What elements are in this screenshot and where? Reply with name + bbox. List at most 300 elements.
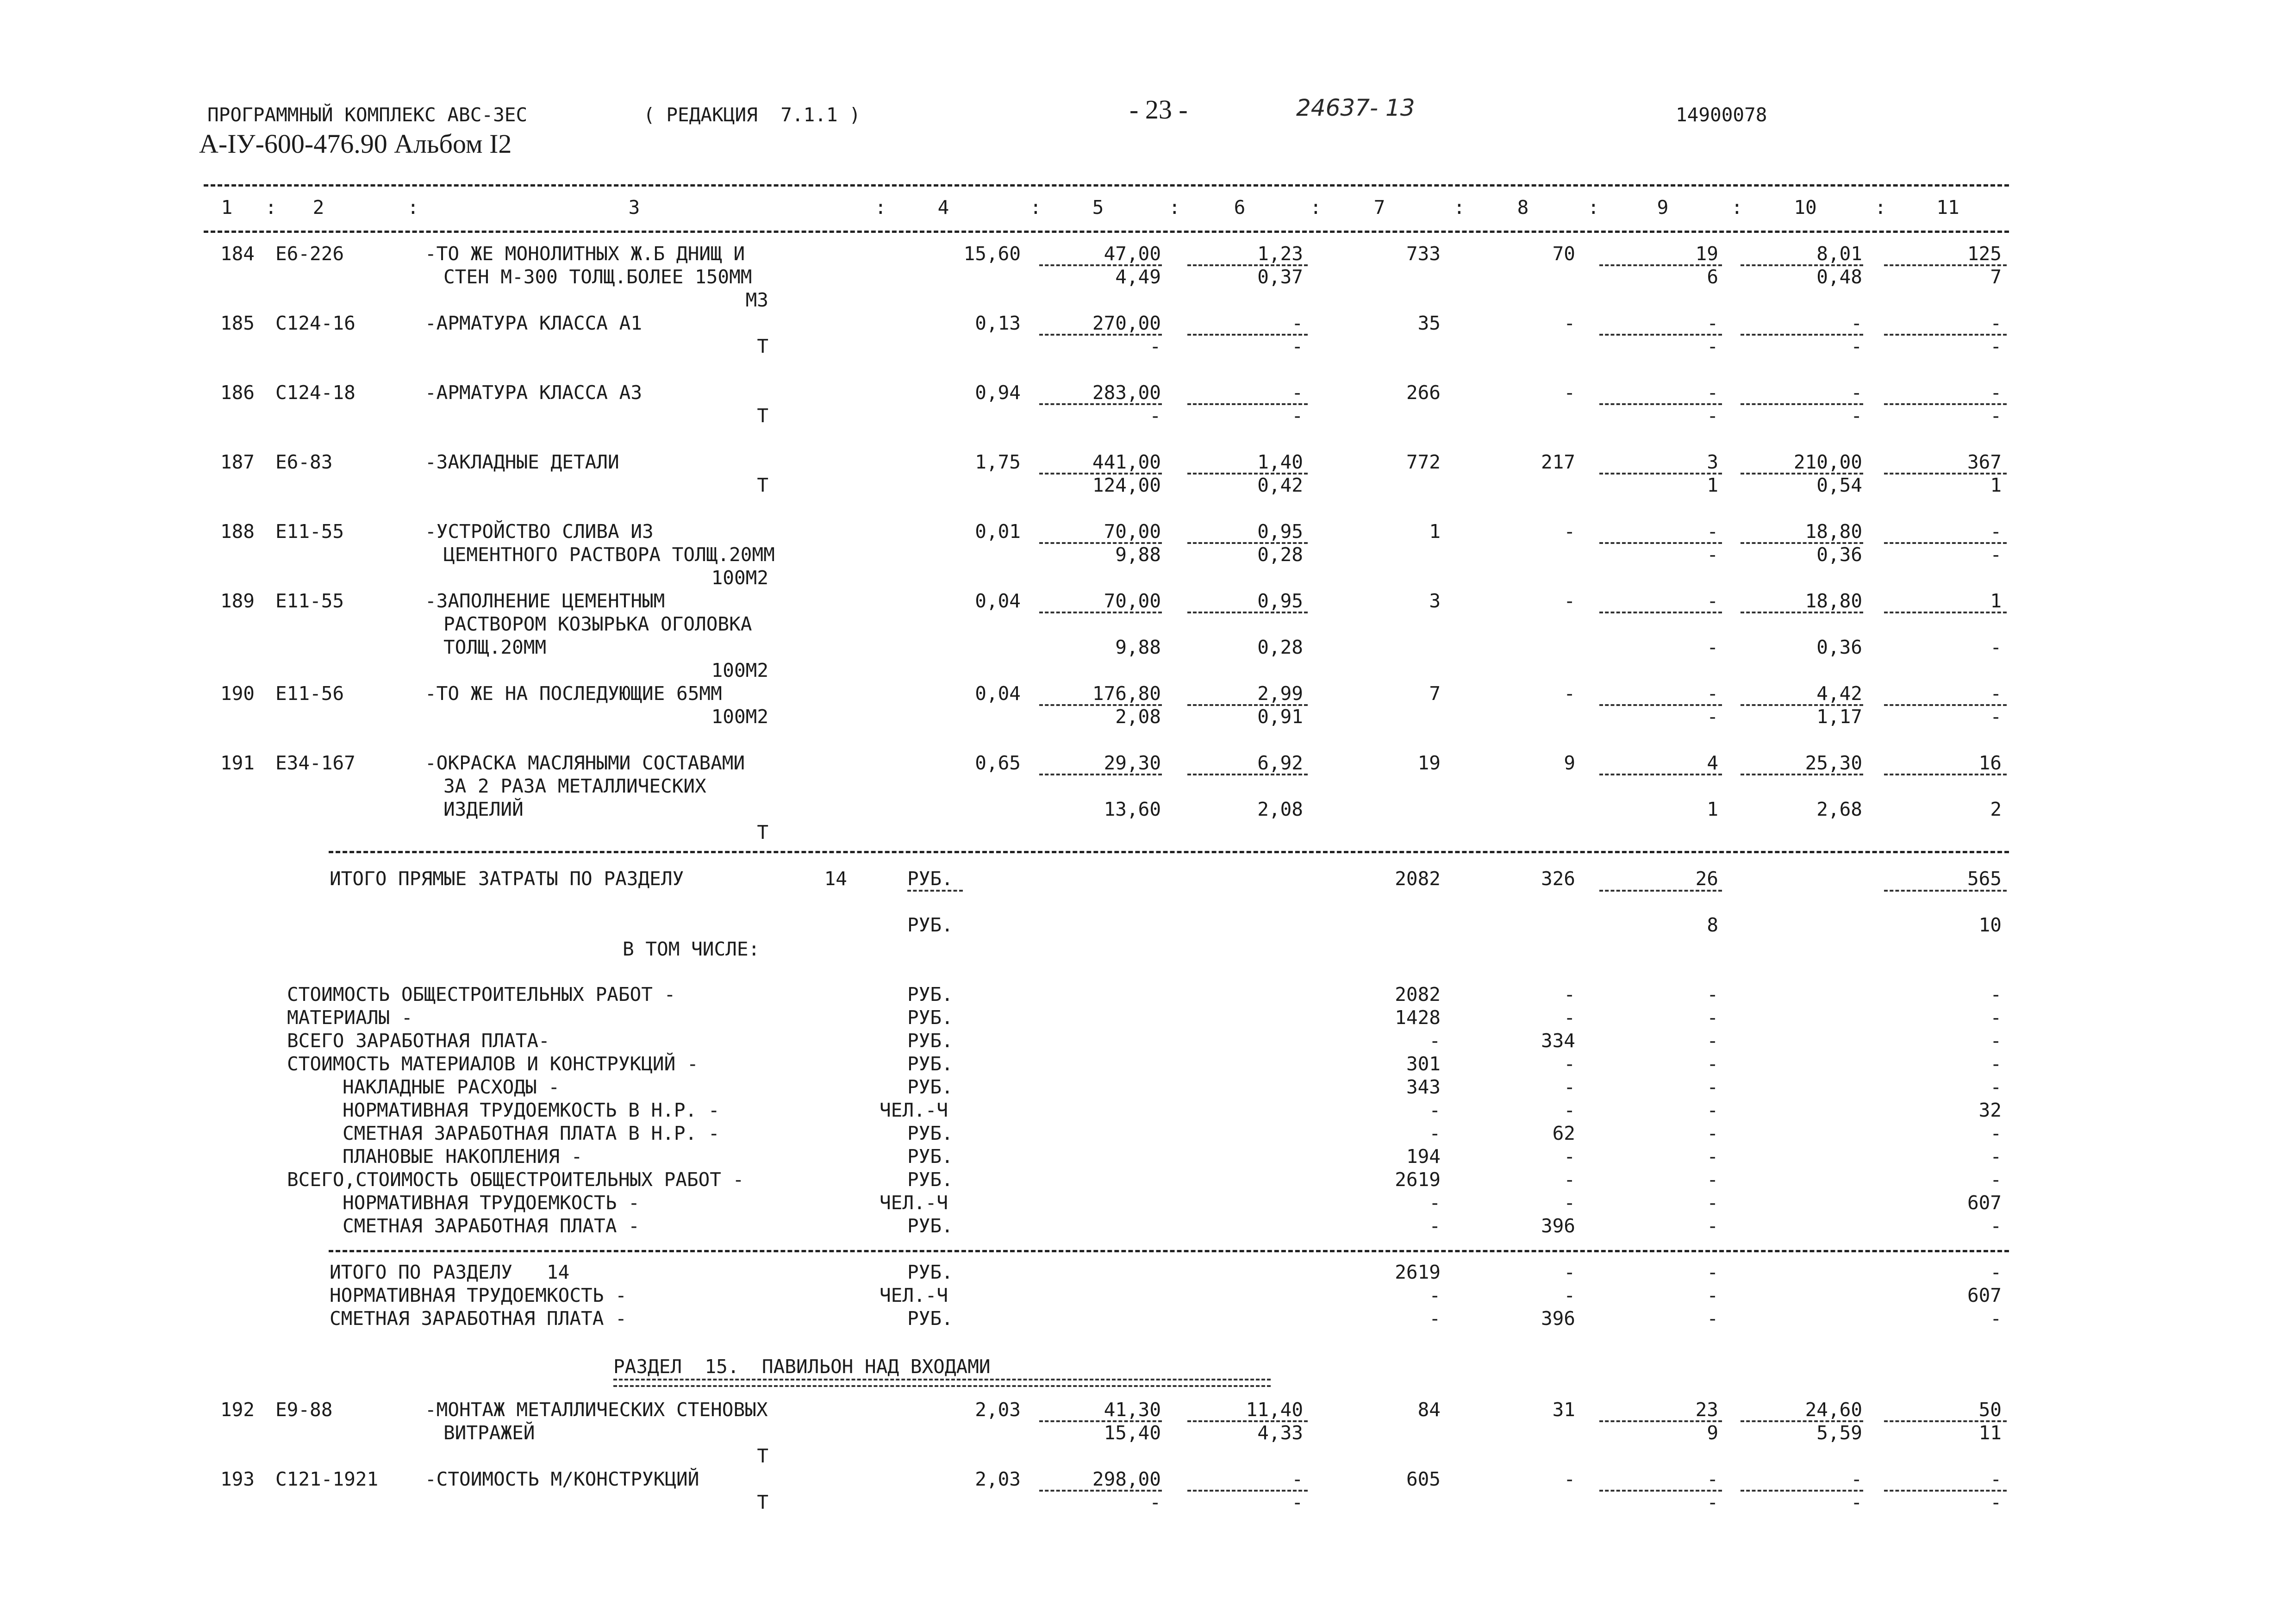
value-c5: 41,30 bbox=[1104, 1399, 1161, 1421]
value-c11: - bbox=[1990, 520, 2002, 543]
section-total-c11: 607 bbox=[1967, 1284, 2002, 1306]
secondary-c10: 1,17 bbox=[1816, 706, 1862, 728]
unit-of-measure: 100М2 bbox=[711, 659, 768, 681]
secondary-c10: - bbox=[1851, 1491, 1862, 1513]
summary-c7: 194 bbox=[1406, 1145, 1441, 1168]
summary-c11: - bbox=[1990, 1215, 2002, 1237]
row-number: 185 bbox=[220, 312, 255, 334]
secondary-c11: - bbox=[1990, 706, 2002, 728]
summary-c8: 396 bbox=[1541, 1215, 1575, 1237]
value-c7: 605 bbox=[1406, 1468, 1441, 1490]
value-c7: 3 bbox=[1429, 590, 1441, 612]
summary-c7: 1428 bbox=[1395, 1006, 1441, 1029]
row-divider bbox=[1884, 264, 2007, 266]
secondary-c11: - bbox=[1990, 335, 2002, 357]
header-rule-bottom bbox=[204, 231, 2009, 233]
secondary-c9: - bbox=[1707, 706, 1718, 728]
section-total-c11: - bbox=[1990, 1307, 2002, 1330]
summary-unit: РУБ. bbox=[907, 1053, 953, 1075]
value-c6: - bbox=[1292, 1468, 1303, 1490]
value-c11: - bbox=[1990, 1468, 2002, 1490]
value-c10: 18,80 bbox=[1805, 590, 1862, 612]
column-separator: : bbox=[1169, 196, 1180, 219]
section-total-c7: - bbox=[1429, 1307, 1441, 1330]
value-c9: 19 bbox=[1695, 243, 1718, 265]
quantity: 0,04 bbox=[975, 590, 1021, 612]
summary-unit: РУБ. bbox=[907, 1215, 953, 1237]
row-divider bbox=[1599, 264, 1722, 266]
summary-label: СМЕТНАЯ ЗАРАБОТНАЯ ПЛАТА В Н.Р. - bbox=[343, 1122, 720, 1144]
secondary-c6: 0,28 bbox=[1257, 543, 1303, 566]
secondary-c6: - bbox=[1292, 405, 1303, 427]
total-c9: 26 bbox=[1695, 868, 1718, 890]
row-number: 193 bbox=[220, 1468, 255, 1490]
row-divider bbox=[1884, 612, 2007, 613]
summary-unit: РУБ. bbox=[907, 1145, 953, 1168]
summary-unit: ЧЕЛ.-Ч bbox=[880, 1192, 948, 1214]
secondary-c9: 6 bbox=[1707, 266, 1718, 288]
row-divider bbox=[1741, 1490, 1863, 1492]
quantity: 0,65 bbox=[975, 752, 1021, 774]
row-number: 189 bbox=[220, 590, 255, 612]
value-c7: 84 bbox=[1417, 1399, 1441, 1421]
secondary-c10: - bbox=[1851, 405, 1862, 427]
summary-c9: - bbox=[1707, 1122, 1718, 1144]
summary-c11: 32 bbox=[1978, 1099, 2002, 1121]
value-c10: 25,30 bbox=[1805, 752, 1862, 774]
summary-unit: РУБ. bbox=[907, 1168, 953, 1191]
value-c8: - bbox=[1564, 590, 1575, 612]
summary-c9: - bbox=[1707, 1076, 1718, 1098]
secondary-c11: 1 bbox=[1990, 474, 2002, 496]
value-c8: 9 bbox=[1564, 752, 1575, 774]
quantity: 0,04 bbox=[975, 682, 1021, 705]
including-heading: В ТОМ ЧИСЛЕ: bbox=[623, 938, 760, 960]
column-header: 8 bbox=[1517, 196, 1529, 219]
column-header: 11 bbox=[1936, 196, 1959, 219]
value-c9: - bbox=[1707, 520, 1718, 543]
row-number: 187 bbox=[220, 451, 255, 473]
secondary-c6: 4,33 bbox=[1257, 1422, 1303, 1444]
value-c9: 23 bbox=[1695, 1399, 1718, 1421]
value-c6: 1,40 bbox=[1257, 451, 1303, 473]
column-header: 3 bbox=[628, 196, 640, 219]
column-header: 4 bbox=[937, 196, 949, 219]
value-c11: 16 bbox=[1978, 752, 2002, 774]
summary-c8: - bbox=[1564, 983, 1575, 1006]
column-header: 10 bbox=[1794, 196, 1817, 219]
row-number: 191 bbox=[220, 752, 255, 774]
norm-code: Е11-56 bbox=[275, 682, 344, 705]
unit-of-measure: Т bbox=[757, 474, 768, 496]
value-c11: - bbox=[1990, 312, 2002, 334]
value-c8: - bbox=[1564, 520, 1575, 543]
program-name: ПРОГРАММНЫЙ КОМПЛЕКС АВС-3ЕС bbox=[207, 104, 528, 126]
value-c8: - bbox=[1564, 1468, 1575, 1490]
column-header: 7 bbox=[1373, 196, 1385, 219]
summary-label: СТОИМОСТЬ МАТЕРИАЛОВ И КОНСТРУКЦИЙ - bbox=[287, 1053, 699, 1075]
norm-code: Е6-83 bbox=[275, 451, 333, 473]
work-description: РАСТВОРОМ КОЗЫРЬКА ОГОЛОВКА bbox=[443, 613, 752, 635]
section-title-underline bbox=[613, 1379, 1271, 1387]
section-total-label: НОРМАТИВНАЯ ТРУДОЕМКОСТЬ - bbox=[330, 1284, 627, 1306]
row-divider bbox=[1187, 334, 1308, 336]
secondary-c5: 9,88 bbox=[1115, 636, 1161, 658]
row-divider bbox=[1884, 1490, 2007, 1492]
norm-code: Е9-88 bbox=[275, 1399, 333, 1421]
work-description: СТЕН М-300 ТОЛЩ.БОЛЕЕ 150ММ bbox=[443, 266, 752, 288]
secondary-c11: 7 bbox=[1990, 266, 2002, 288]
work-description: -АРМАТУРА КЛАССА А1 bbox=[425, 312, 642, 334]
quantity: 0,01 bbox=[975, 520, 1021, 543]
column-separator: : bbox=[1310, 196, 1322, 219]
section-number: 14 bbox=[824, 868, 847, 890]
summary-c7: - bbox=[1429, 1122, 1441, 1144]
summary-unit: РУБ. bbox=[907, 1006, 953, 1029]
direct-costs-label: ИТОГО ПРЯМЫЕ ЗАТРАТЫ ПО РАЗДЕЛУ bbox=[330, 868, 684, 890]
column-separator: : bbox=[265, 196, 277, 219]
value-c11: 125 bbox=[1967, 243, 2002, 265]
summary-c11: - bbox=[1990, 1006, 2002, 1029]
row-divider bbox=[1599, 612, 1722, 613]
value-c8: - bbox=[1564, 312, 1575, 334]
secondary-c11: 2 bbox=[1990, 798, 2002, 820]
row-divider bbox=[1599, 542, 1722, 544]
value-c10: - bbox=[1851, 312, 1862, 334]
summary-c11: - bbox=[1990, 1030, 2002, 1052]
row-divider bbox=[1599, 774, 1722, 775]
value-c11: 367 bbox=[1967, 451, 2002, 473]
summary-c8: - bbox=[1564, 1192, 1575, 1214]
summary-c9: - bbox=[1707, 983, 1718, 1006]
norm-code: С124-18 bbox=[275, 381, 356, 404]
norm-code: С124-16 bbox=[275, 312, 356, 334]
row-divider bbox=[1884, 542, 2007, 544]
summary-label: СТОИМОСТЬ ОБЩЕСТРОИТЕЛЬНЫХ РАБОТ - bbox=[287, 983, 676, 1006]
column-separator: : bbox=[407, 196, 419, 219]
section-total-c9: - bbox=[1707, 1261, 1718, 1283]
summary-label: ПЛАНОВЫЕ НАКОПЛЕНИЯ - bbox=[343, 1145, 583, 1168]
summary-label: НОРМАТИВНАЯ ТРУДОЕМКОСТЬ - bbox=[343, 1192, 640, 1214]
summary-unit: ЧЕЛ.-Ч bbox=[880, 1099, 948, 1121]
value-c5: 29,30 bbox=[1104, 752, 1161, 774]
value-c11: 50 bbox=[1978, 1399, 2002, 1421]
summary-c9: - bbox=[1707, 1099, 1718, 1121]
value-c8: - bbox=[1564, 381, 1575, 404]
summary-c11: - bbox=[1990, 1168, 2002, 1191]
row-divider bbox=[1599, 473, 1722, 475]
summary-label: СМЕТНАЯ ЗАРАБОТНАЯ ПЛАТА - bbox=[343, 1215, 640, 1237]
value-c11: - bbox=[1990, 682, 2002, 705]
section-total-unit: РУБ. bbox=[907, 1261, 953, 1283]
section-total-c7: 2619 bbox=[1395, 1261, 1441, 1283]
document-code: 14900078 bbox=[1676, 104, 1767, 126]
value-c6: 1,23 bbox=[1257, 243, 1303, 265]
summary-c8: - bbox=[1564, 1053, 1575, 1075]
secondary-c5: 4,49 bbox=[1115, 266, 1161, 288]
section-total-label: СМЕТНАЯ ЗАРАБОТНАЯ ПЛАТА - bbox=[330, 1307, 627, 1330]
unit-of-measure: 100М2 bbox=[711, 567, 768, 589]
secondary-c10: 2,68 bbox=[1816, 798, 1862, 820]
row-divider bbox=[1884, 473, 2007, 475]
secondary-c9: 1 bbox=[1707, 798, 1718, 820]
value-c9: - bbox=[1707, 682, 1718, 705]
value-c9: - bbox=[1707, 1468, 1718, 1490]
summary-c11: - bbox=[1990, 1145, 2002, 1168]
value-c6: 0,95 bbox=[1257, 520, 1303, 543]
work-description: -ЗАПОЛНЕНИЕ ЦЕМЕНТНЫМ bbox=[425, 590, 665, 612]
secondary-c6: - bbox=[1292, 1491, 1303, 1513]
quantity: 15,60 bbox=[963, 243, 1021, 265]
program-edition: ( РЕДАКЦИЯ 7.1.1 ) bbox=[643, 104, 861, 126]
section-total-c7: - bbox=[1429, 1284, 1441, 1306]
total-c8: 326 bbox=[1541, 868, 1575, 890]
value-c10: 24,60 bbox=[1805, 1399, 1862, 1421]
secondary-c6: 0,91 bbox=[1257, 706, 1303, 728]
secondary-c11: 11 bbox=[1978, 1422, 2002, 1444]
row-number: 192 bbox=[220, 1399, 255, 1421]
quantity: 0,94 bbox=[975, 381, 1021, 404]
norm-code: Е11-55 bbox=[275, 520, 344, 543]
summary-c9: - bbox=[1707, 1192, 1718, 1214]
summary-c9: - bbox=[1707, 1145, 1718, 1168]
section-total-c11: - bbox=[1990, 1261, 2002, 1283]
summary-c8: - bbox=[1564, 1145, 1575, 1168]
secondary-c6: 0,42 bbox=[1257, 474, 1303, 496]
value-c6: 6,92 bbox=[1257, 752, 1303, 774]
work-description: -ТО ЖЕ НА ПОСЛЕДУЮЩИЕ 65ММ bbox=[425, 682, 722, 705]
handwritten-reference: 24637- 13 bbox=[1296, 94, 1415, 121]
secondary-c9: - bbox=[1707, 405, 1718, 427]
secondary-c10: - bbox=[1851, 335, 1862, 357]
column-header: 9 bbox=[1657, 196, 1669, 219]
row-divider bbox=[1187, 774, 1308, 775]
row-divider bbox=[1884, 774, 2007, 775]
secondary-c10: 5,59 bbox=[1816, 1422, 1862, 1444]
work-description: -АРМАТУРА КЛАССА А3 bbox=[425, 381, 642, 404]
summary-c7: - bbox=[1429, 1192, 1441, 1214]
value-c7: 19 bbox=[1417, 752, 1441, 774]
summary-unit: РУБ. bbox=[907, 983, 953, 1006]
summary-c9: - bbox=[1707, 1215, 1718, 1237]
value-c8: 70 bbox=[1552, 243, 1575, 265]
secondary-c9: 9 bbox=[1707, 1422, 1718, 1444]
row-divider bbox=[1599, 403, 1722, 405]
row-number: 184 bbox=[220, 243, 255, 265]
summary-c8: - bbox=[1564, 1099, 1575, 1121]
secondary-c6: 2,08 bbox=[1257, 798, 1303, 820]
summary-c8: - bbox=[1564, 1168, 1575, 1191]
row-divider bbox=[1741, 774, 1863, 775]
currency-unit: РУБ. bbox=[907, 868, 953, 890]
row-divider bbox=[1187, 403, 1308, 405]
value-c10: 18,80 bbox=[1805, 520, 1862, 543]
summary-c9: - bbox=[1707, 1006, 1718, 1029]
work-description: ТОЛЩ.20ММ bbox=[443, 636, 547, 658]
column-header: 1 bbox=[221, 196, 233, 219]
summary-c11: - bbox=[1990, 1053, 2002, 1075]
section-rule bbox=[329, 851, 2009, 853]
column-separator: : bbox=[1454, 196, 1465, 219]
value-c8: - bbox=[1564, 682, 1575, 705]
column-header: 2 bbox=[312, 196, 324, 219]
secondary-c11: - bbox=[1990, 543, 2002, 566]
row-number: 190 bbox=[220, 682, 255, 705]
row-divider bbox=[1599, 1420, 1722, 1422]
total-divider bbox=[1599, 890, 1722, 892]
value-c11: - bbox=[1990, 381, 2002, 404]
summary-unit: РУБ. bbox=[907, 1030, 953, 1052]
currency-unit: РУБ. bbox=[907, 914, 953, 936]
secondary-c5: - bbox=[1149, 335, 1161, 357]
work-description: -ТО ЖЕ МОНОЛИТНЫХ Ж.Б ДНИЩ И bbox=[425, 243, 745, 265]
row-divider bbox=[1039, 334, 1162, 336]
summary-c7: 301 bbox=[1406, 1053, 1441, 1075]
unit-of-measure: 100М2 bbox=[711, 706, 768, 728]
secondary-c6: 0,37 bbox=[1257, 266, 1303, 288]
summary-c7: - bbox=[1429, 1030, 1441, 1052]
work-description: -ОКРАСКА МАСЛЯНЫМИ СОСТАВАМИ bbox=[425, 752, 745, 774]
secondary-c9: 1 bbox=[1707, 474, 1718, 496]
row-divider bbox=[1741, 612, 1863, 613]
norm-code: Е6-226 bbox=[275, 243, 344, 265]
summary-label: МАТЕРИАЛЫ - bbox=[287, 1006, 413, 1029]
row-divider bbox=[1884, 704, 2007, 706]
row-divider bbox=[1039, 612, 1162, 613]
work-description: -ЗАКЛАДНЫЕ ДЕТАЛИ bbox=[425, 451, 619, 473]
secondary-c5: 15,40 bbox=[1104, 1422, 1161, 1444]
column-separator: : bbox=[1030, 196, 1042, 219]
summary-unit: РУБ. bbox=[907, 1076, 953, 1098]
value-c8: 217 bbox=[1541, 451, 1575, 473]
summary-c11: - bbox=[1990, 1122, 2002, 1144]
secondary-c11: - bbox=[1990, 636, 2002, 658]
summary-c7: 2619 bbox=[1395, 1168, 1441, 1191]
unit-of-measure: Т bbox=[757, 821, 768, 843]
summary-c7: - bbox=[1429, 1099, 1441, 1121]
section-15-title: РАЗДЕЛ 15. ПАВИЛЬОН НАД ВХОДАМИ bbox=[613, 1355, 991, 1378]
norm-code: С121-1921 bbox=[275, 1468, 379, 1490]
value-c5: 270,00 bbox=[1092, 312, 1161, 334]
secondary-c10: 0,36 bbox=[1816, 543, 1862, 566]
section-total-unit: ЧЕЛ.-Ч bbox=[880, 1284, 948, 1306]
unit-of-measure: Т bbox=[757, 1491, 768, 1513]
work-description: ЗА 2 РАЗА МЕТАЛЛИЧЕСКИХ bbox=[443, 775, 706, 797]
value-c8: 31 bbox=[1552, 1399, 1575, 1421]
summary-c7: 2082 bbox=[1395, 983, 1441, 1006]
unit-divider bbox=[907, 890, 963, 892]
quantity: 2,03 bbox=[975, 1399, 1021, 1421]
value-c6: 0,95 bbox=[1257, 590, 1303, 612]
section-total-c9: - bbox=[1707, 1284, 1718, 1306]
section-total-unit: РУБ. bbox=[907, 1307, 953, 1330]
summary-c11: - bbox=[1990, 1076, 2002, 1098]
secondary-c10: 0,48 bbox=[1816, 266, 1862, 288]
value-c10: 8,01 bbox=[1816, 243, 1862, 265]
norm-code: Е11-55 bbox=[275, 590, 344, 612]
value-c5: 70,00 bbox=[1104, 520, 1161, 543]
secondary-c11: - bbox=[1990, 405, 2002, 427]
row-divider bbox=[1884, 334, 2007, 336]
row-divider bbox=[1039, 774, 1162, 775]
row-divider bbox=[1599, 334, 1722, 336]
secondary-c5: - bbox=[1149, 405, 1161, 427]
header-rule-top bbox=[204, 184, 2009, 187]
work-description: -СТОИМОСТЬ М/КОНСТРУКЦИЙ bbox=[425, 1468, 699, 1490]
value-c7: 1 bbox=[1429, 520, 1441, 543]
summary-c8: 334 bbox=[1541, 1030, 1575, 1052]
value-c7: 733 bbox=[1406, 243, 1441, 265]
value-c7: 35 bbox=[1417, 312, 1441, 334]
value-c5: 298,00 bbox=[1092, 1468, 1161, 1490]
value-c6: - bbox=[1292, 312, 1303, 334]
section-rule bbox=[329, 1250, 2009, 1252]
unit-of-measure: М3 bbox=[745, 289, 768, 311]
secondary-c5: - bbox=[1149, 1491, 1161, 1513]
value-c5: 283,00 bbox=[1092, 381, 1161, 404]
secondary-c5: 124,00 bbox=[1092, 474, 1161, 496]
value-c9: - bbox=[1707, 381, 1718, 404]
secondary-c9: - bbox=[1707, 1491, 1718, 1513]
secondary-c9: - bbox=[1707, 636, 1718, 658]
value-c7: 7 bbox=[1429, 682, 1441, 705]
value-c5: 176,80 bbox=[1092, 682, 1161, 705]
value-c6: 11,40 bbox=[1246, 1399, 1303, 1421]
secondary-c5: 13,60 bbox=[1104, 798, 1161, 820]
row-divider bbox=[1599, 1490, 1722, 1492]
value-c5: 441,00 bbox=[1092, 451, 1161, 473]
summary-c9: - bbox=[1707, 1030, 1718, 1052]
secondary-c5: 2,08 bbox=[1115, 706, 1161, 728]
column-separator: : bbox=[875, 196, 886, 219]
summary-c11: - bbox=[1990, 983, 2002, 1006]
value-c5: 70,00 bbox=[1104, 590, 1161, 612]
value-c7: 772 bbox=[1406, 451, 1441, 473]
album-title: А-IУ-600-476.90 Альбом I2 bbox=[199, 129, 512, 159]
quantity: 1,75 bbox=[975, 451, 1021, 473]
secondary-c5: 9,88 bbox=[1115, 543, 1161, 566]
value-c10: - bbox=[1851, 381, 1862, 404]
summary-label: НАКЛАДНЫЕ РАСХОДЫ - bbox=[343, 1076, 560, 1098]
summary-c9: - bbox=[1707, 1168, 1718, 1191]
row-divider bbox=[1741, 334, 1863, 336]
row-divider bbox=[1039, 1490, 1162, 1492]
quantity: 2,03 bbox=[975, 1468, 1021, 1490]
summary-c11: 607 bbox=[1967, 1192, 2002, 1214]
secondary-c9: - bbox=[1707, 335, 1718, 357]
summary-c7: 343 bbox=[1406, 1076, 1441, 1098]
secondary-c11: - bbox=[1990, 1491, 2002, 1513]
row-divider bbox=[1884, 403, 2007, 405]
column-separator: : bbox=[1875, 196, 1886, 219]
summary-c8: 62 bbox=[1552, 1122, 1575, 1144]
column-header: 5 bbox=[1092, 196, 1104, 219]
summary-c8: - bbox=[1564, 1076, 1575, 1098]
row-divider bbox=[1599, 704, 1722, 706]
summary-label: ВСЕГО,СТОИМОСТЬ ОБЩЕСТРОИТЕЛЬНЫХ РАБОТ - bbox=[287, 1168, 744, 1191]
value-c10: 210,00 bbox=[1793, 451, 1862, 473]
work-description: -МОНТАЖ МЕТАЛЛИЧЕСКИХ СТЕНОВЫХ bbox=[425, 1399, 768, 1421]
secondary-c6: 0,28 bbox=[1257, 636, 1303, 658]
summary-label: ВСЕГО ЗАРАБОТНАЯ ПЛАТА- bbox=[287, 1030, 550, 1052]
value-c10: - bbox=[1851, 1468, 1862, 1490]
secondary-c6: - bbox=[1292, 335, 1303, 357]
total-secondary-c9: 8 bbox=[1707, 914, 1718, 936]
quantity: 0,13 bbox=[975, 312, 1021, 334]
summary-unit: РУБ. bbox=[907, 1122, 953, 1144]
section-total-label: ИТОГО ПО РАЗДЕЛУ 14 bbox=[330, 1261, 570, 1283]
work-description: ВИТРАЖЕЙ bbox=[443, 1422, 535, 1444]
